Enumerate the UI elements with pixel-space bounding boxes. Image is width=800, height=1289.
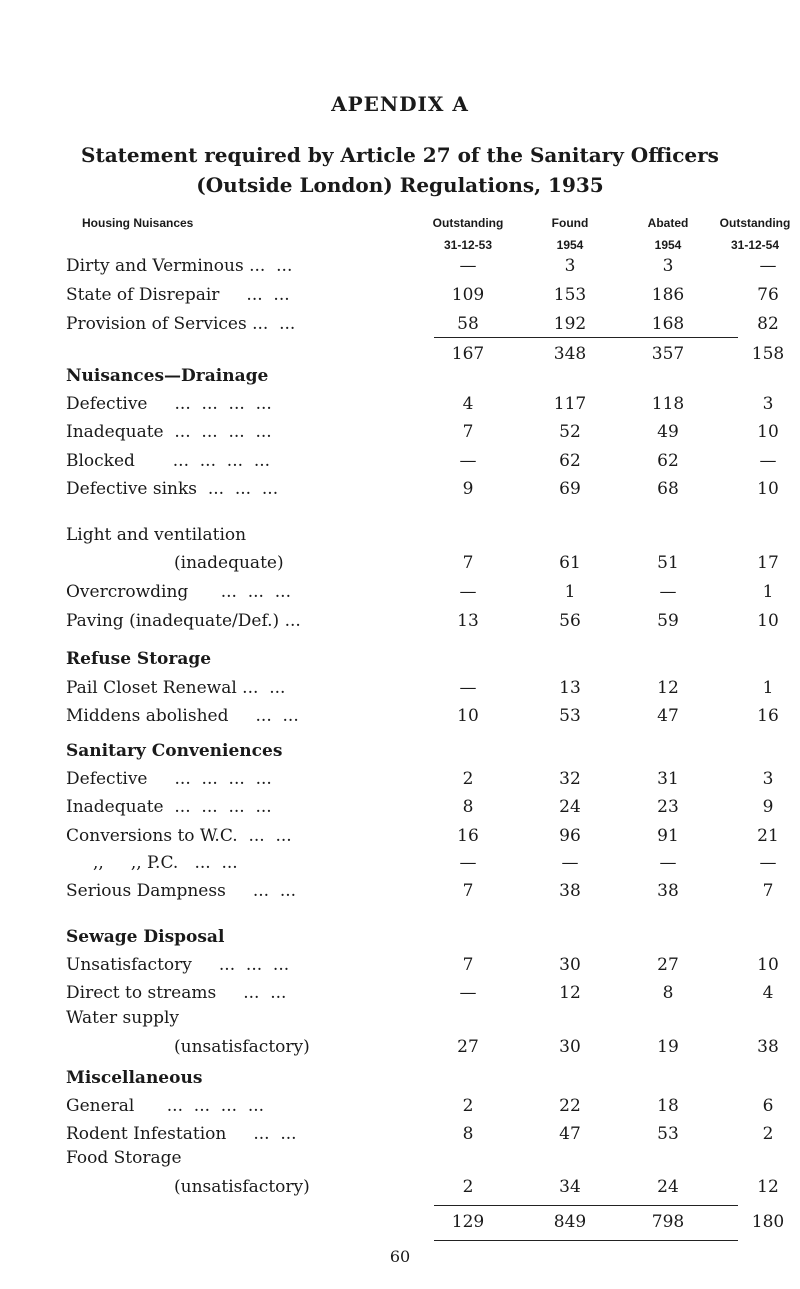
section-drainage: Nuisances—Drainage [66, 366, 269, 386]
value-outstanding-end: 4 [762, 983, 774, 1003]
food-storage-label-row [0, 1148, 800, 1174]
value-outstanding-start: 2 [462, 769, 474, 789]
value-found: 12 [559, 983, 581, 1003]
appendix-title: APENDIX A [331, 92, 469, 116]
value-outstanding-end: 6 [762, 1096, 774, 1116]
value-found: 22 [559, 1096, 581, 1116]
value-abated: 24 [657, 1177, 679, 1197]
value-outstanding-start: 9 [462, 479, 474, 499]
page-number: 60 [389, 1247, 411, 1266]
value-outstanding-end: 16 [757, 706, 779, 726]
header-housing-nuisances: Housing Nuisances [82, 216, 194, 230]
value-outstanding-end: 9 [762, 797, 774, 817]
value-found: 24 [559, 797, 581, 817]
table-row [0, 955, 800, 981]
value-outstanding-end: 7 [762, 881, 774, 901]
total-found: 849 [553, 1212, 587, 1232]
row-label: Inadequate ... ... ... ... [66, 422, 272, 442]
section-miscellaneous: Miscellaneous [66, 1068, 203, 1088]
value-outstanding-end: 10 [757, 611, 779, 631]
subtotal-outstanding-start: 167 [451, 344, 485, 364]
food-storage-row [0, 1177, 800, 1203]
value-outstanding-start: — [459, 582, 477, 602]
table-row [0, 1124, 800, 1150]
value-outstanding-start: 2 [462, 1096, 474, 1116]
value-outstanding-start: 7 [462, 881, 474, 901]
value-outstanding-start: — [459, 853, 477, 873]
row-label: (unsatisfactory) [174, 1177, 310, 1197]
light-ventilation-row [0, 553, 800, 579]
table-row [0, 582, 800, 608]
value-abated: 51 [657, 553, 679, 573]
header-abated: Abated [647, 216, 689, 230]
value-abated: 18 [657, 1096, 679, 1116]
value-outstanding-start: 7 [462, 955, 474, 975]
value-outstanding-start: 109 [451, 285, 485, 305]
subtotal-abated: 357 [651, 344, 685, 364]
value-abated: 186 [651, 285, 685, 305]
section-sanitary-conveniences: Sanitary Conveniences [66, 741, 283, 761]
value-outstanding-start: 4 [462, 394, 474, 414]
value-found: 153 [553, 285, 587, 305]
value-outstanding-end: 1 [762, 678, 774, 698]
table-row [0, 853, 800, 879]
row-label: Water supply [66, 1008, 180, 1028]
value-outstanding-start: 8 [462, 797, 474, 817]
table-row [0, 479, 800, 505]
value-abated: 53 [657, 1124, 679, 1144]
section-sewage-disposal: Sewage Disposal [66, 927, 225, 947]
row-label: (inadequate) [174, 553, 284, 573]
value-found: 30 [559, 1037, 581, 1057]
light-ventilation-label-row [0, 525, 800, 551]
row-label: Defective ... ... ... ... [66, 769, 272, 789]
total-bottom-rule [434, 1240, 738, 1241]
value-outstanding-start: — [459, 983, 477, 1003]
table-row [0, 422, 800, 448]
statement-title-line1: Statement required by Article 27 of the Sanitary Officers [81, 143, 719, 167]
value-found: 13 [559, 678, 581, 698]
total-top-rule [434, 1205, 738, 1206]
value-abated: — [659, 582, 677, 602]
table-row [0, 256, 800, 282]
value-found: 52 [559, 422, 581, 442]
header-outstanding-start-date: 31-12-53 [443, 238, 493, 252]
value-outstanding-end: 10 [757, 955, 779, 975]
value-abated: 68 [657, 479, 679, 499]
value-abated: 23 [657, 797, 679, 817]
value-outstanding-start: — [459, 678, 477, 698]
value-outstanding-end: 10 [757, 479, 779, 499]
value-abated: 38 [657, 881, 679, 901]
row-label: Defective sinks ... ... ... [66, 479, 279, 499]
header-abated-year: 1954 [654, 238, 682, 252]
row-label: Unsatisfactory ... ... ... [66, 955, 290, 975]
value-outstanding-end: 1 [762, 582, 774, 602]
table-row [0, 611, 800, 637]
row-label: Pail Closet Renewal ... ... [66, 678, 286, 698]
value-found: 62 [559, 451, 581, 471]
table-row [0, 826, 800, 852]
value-abated: 27 [657, 955, 679, 975]
value-outstanding-start: 16 [457, 826, 479, 846]
value-found: 34 [559, 1177, 581, 1197]
value-outstanding-end: — [759, 853, 777, 873]
table-row [0, 706, 800, 732]
value-abated: 19 [657, 1037, 679, 1057]
value-outstanding-end: 76 [757, 285, 779, 305]
value-found: 1 [564, 582, 576, 602]
value-outstanding-end: 82 [757, 314, 779, 334]
value-found: 3 [564, 256, 576, 276]
subtotal-outstanding-end: 158 [751, 344, 785, 364]
table-row [0, 1096, 800, 1122]
row-label: ,, ,, P.C. ... ... [66, 853, 238, 873]
row-label: Blocked ... ... ... ... [66, 451, 271, 471]
row-label: Light and ventilation [66, 525, 247, 545]
row-label: Food Storage [66, 1148, 182, 1168]
value-abated: 3 [662, 256, 674, 276]
value-outstanding-end: 12 [757, 1177, 779, 1197]
section-refuse-storage: Refuse Storage [66, 649, 212, 669]
value-abated: — [659, 853, 677, 873]
value-abated: 49 [657, 422, 679, 442]
total-row [0, 1212, 800, 1238]
row-label: Overcrowding ... ... ... [66, 582, 291, 602]
table-row [0, 881, 800, 907]
value-outstanding-start: 7 [462, 553, 474, 573]
value-found: 69 [559, 479, 581, 499]
value-outstanding-start: 58 [457, 314, 479, 334]
table-row [0, 678, 800, 704]
value-outstanding-end: 10 [757, 422, 779, 442]
table-row [0, 451, 800, 477]
subtotal-rule [434, 337, 738, 338]
value-abated: 8 [662, 983, 674, 1003]
statement-title-line2: (Outside London) Regulations, 1935 [196, 173, 604, 197]
value-outstanding-end: 3 [762, 769, 774, 789]
value-outstanding-start: — [459, 451, 477, 471]
value-outstanding-end: 3 [762, 394, 774, 414]
row-label: State of Disrepair ... ... [66, 285, 290, 305]
row-label: Rodent Infestation ... ... [66, 1124, 297, 1144]
value-found: 56 [559, 611, 581, 631]
total-outstanding-end: 180 [751, 1212, 785, 1232]
row-label: Conversions to W.C. ... ... [66, 826, 292, 846]
row-label: Defective ... ... ... ... [66, 394, 272, 414]
value-outstanding-start: 10 [457, 706, 479, 726]
table-row [0, 983, 800, 1009]
value-found: 61 [559, 553, 581, 573]
value-abated: 62 [657, 451, 679, 471]
value-abated: 12 [657, 678, 679, 698]
row-label: Serious Dampness ... ... [66, 881, 297, 901]
value-outstanding-start: 2 [462, 1177, 474, 1197]
value-outstanding-end: — [759, 256, 777, 276]
header-outstanding-start: Outstanding [432, 216, 504, 230]
table-row [0, 769, 800, 795]
value-found: 96 [559, 826, 581, 846]
table-row [0, 285, 800, 311]
value-outstanding-start: — [459, 256, 477, 276]
value-abated: 118 [651, 394, 685, 414]
value-outstanding-start: 27 [457, 1037, 479, 1057]
value-abated: 59 [657, 611, 679, 631]
value-abated: 91 [657, 826, 679, 846]
water-supply-row [0, 1037, 800, 1063]
row-label: Provision of Services ... ... [66, 314, 296, 334]
value-found: 192 [553, 314, 587, 334]
value-abated: 168 [651, 314, 685, 334]
value-outstanding-end: 17 [757, 553, 779, 573]
value-abated: 47 [657, 706, 679, 726]
header-outstanding-end-date: 31-12-54 [730, 238, 780, 252]
row-label: Dirty and Verminous ... ... [66, 256, 293, 276]
row-label: General ... ... ... ... [66, 1096, 265, 1116]
value-abated: 31 [657, 769, 679, 789]
value-found: 117 [553, 394, 587, 414]
table-row [0, 394, 800, 420]
header-found-year: 1954 [556, 238, 584, 252]
row-label: (unsatisfactory) [174, 1037, 310, 1057]
row-label: Direct to streams ... ... [66, 983, 287, 1003]
value-found: 38 [559, 881, 581, 901]
value-found: — [561, 853, 579, 873]
total-outstanding-start: 129 [451, 1212, 485, 1232]
value-found: 47 [559, 1124, 581, 1144]
header-outstanding-end: Outstanding [719, 216, 791, 230]
value-outstanding-end: 2 [762, 1124, 774, 1144]
value-found: 32 [559, 769, 581, 789]
value-outstanding-end: — [759, 451, 777, 471]
table-row [0, 797, 800, 823]
header-found: Found [551, 216, 589, 230]
value-outstanding-end: 21 [757, 826, 779, 846]
row-label: Inadequate ... ... ... ... [66, 797, 272, 817]
water-supply-label-row [0, 1008, 800, 1034]
total-abated: 798 [651, 1212, 685, 1232]
row-label: Middens abolished ... ... [66, 706, 299, 726]
value-outstanding-start: 8 [462, 1124, 474, 1144]
subtotal-found: 348 [553, 344, 587, 364]
row-label: Paving (inadequate/Def.) ... [66, 611, 301, 631]
value-outstanding-end: 38 [757, 1037, 779, 1057]
value-found: 53 [559, 706, 581, 726]
value-found: 30 [559, 955, 581, 975]
value-outstanding-start: 7 [462, 422, 474, 442]
value-outstanding-start: 13 [457, 611, 479, 631]
